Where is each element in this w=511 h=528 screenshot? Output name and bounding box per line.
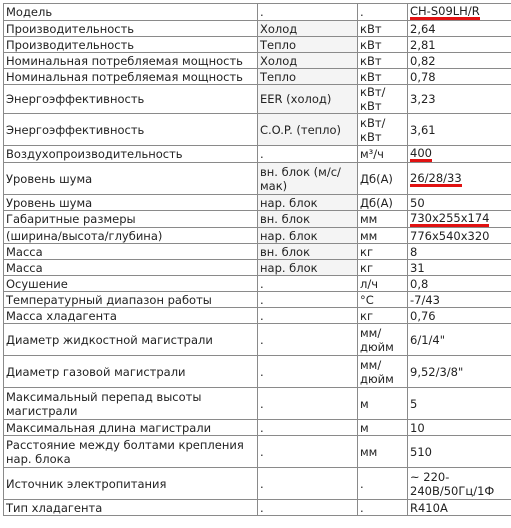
value-cell: 0,8	[408, 276, 511, 292]
unit-cell: .	[358, 4, 408, 21]
condition-cell: .	[258, 276, 358, 292]
condition-cell: Холод	[258, 21, 358, 37]
condition-cell: Тепло	[258, 37, 358, 53]
table-row	[4, 146, 511, 163]
value-cell: 0,82	[408, 53, 511, 69]
value-cell: 3,23	[408, 85, 511, 114]
unit-cell: мм	[358, 211, 408, 228]
table-row	[4, 37, 511, 53]
value-cell: 10	[408, 420, 511, 436]
condition-cell: Холод	[258, 53, 358, 69]
unit-cell: кг	[358, 260, 408, 276]
param-name-cell: Воздухопроизводительность	[4, 146, 258, 163]
value-cell	[408, 146, 511, 163]
unit-cell: мм	[358, 436, 408, 468]
param-name-cell: (ширина/высота/глубина)	[4, 228, 258, 244]
param-name-cell: Температурный диапазон работы	[4, 292, 258, 308]
unit-cell: .	[358, 500, 408, 516]
unit-cell: .	[358, 468, 408, 500]
condition-cell: нар. блок	[258, 195, 358, 211]
spec-table-body	[4, 4, 511, 516]
table-row	[4, 4, 511, 21]
condition-cell: .	[258, 420, 358, 436]
param-name-cell: Габаритные размеры	[4, 211, 258, 228]
table-row	[4, 195, 511, 211]
param-name-cell: Уровень шума	[4, 163, 258, 195]
value-cell: 0,76	[408, 308, 511, 324]
param-name-cell: Диаметр газовой магистрали	[4, 356, 258, 388]
unit-cell: °С	[358, 292, 408, 308]
highlight-underline: 400	[410, 146, 432, 160]
unit-cell: Дб(А)	[358, 163, 408, 195]
condition-cell: .	[258, 356, 358, 388]
table-row	[4, 21, 511, 37]
param-name-cell: Уровень шума	[4, 195, 258, 211]
condition-cell: .	[258, 500, 358, 516]
param-name-cell: Масса	[4, 244, 258, 260]
condition-cell: .	[258, 146, 358, 163]
table-row	[4, 244, 511, 260]
table-row	[4, 211, 511, 228]
condition-cell: .	[258, 388, 358, 420]
condition-cell: нар. блок	[258, 228, 358, 244]
condition-cell: вн. блок (м/с/мак)	[258, 163, 358, 195]
value-cell: 510	[408, 436, 511, 468]
unit-cell: кВт	[358, 37, 408, 53]
condition-cell: нар. блок	[258, 260, 358, 276]
table-row	[4, 356, 511, 388]
table-row	[4, 260, 511, 276]
param-name-cell: Номинальная потребляемая мощность	[4, 53, 258, 69]
spec-table	[3, 3, 511, 516]
unit-cell: кВт	[358, 69, 408, 85]
table-row	[4, 468, 511, 500]
table-row	[4, 436, 511, 468]
condition-cell: .	[258, 436, 358, 468]
value-cell: 5	[408, 388, 511, 420]
value-cell: 3,61	[408, 114, 511, 146]
table-row	[4, 69, 511, 85]
highlight-underline: 26/28/33	[410, 170, 462, 185]
unit-cell: м	[358, 388, 408, 420]
table-row	[4, 292, 511, 308]
table-row	[4, 500, 511, 516]
table-row	[4, 420, 511, 436]
table-row	[4, 324, 511, 356]
value-cell	[408, 4, 511, 21]
table-row	[4, 276, 511, 292]
table-row	[4, 228, 511, 244]
param-name-cell: Максимальный перепад высоты магистрали	[4, 388, 258, 420]
unit-cell: Дб(А)	[358, 195, 408, 211]
param-name-cell: Модель	[4, 4, 258, 21]
param-name-cell: Энергоэффективность	[4, 85, 258, 114]
condition-cell: .	[258, 468, 358, 500]
condition-cell: .	[258, 324, 358, 356]
value-cell: 9,52/3/8"	[408, 356, 511, 388]
table-row	[4, 388, 511, 420]
value-cell: 776x540x320	[408, 228, 511, 244]
param-name-cell: Энергоэффективность	[4, 114, 258, 146]
param-name-cell: Источник электропитания	[4, 468, 258, 500]
value-cell	[408, 163, 511, 195]
unit-cell: кВт/кВт	[358, 85, 408, 114]
param-name-cell: Производительность	[4, 37, 258, 53]
param-name-cell: Тип хладагента	[4, 500, 258, 516]
table-row	[4, 114, 511, 146]
value-cell: ~ 220-240В/50Гц/1Ф	[408, 468, 511, 500]
value-cell: R410A	[408, 500, 511, 516]
value-cell	[408, 211, 511, 228]
condition-cell: Тепло	[258, 69, 358, 85]
unit-cell: кг	[358, 244, 408, 260]
value-cell: 2,64	[408, 21, 511, 37]
unit-cell: кг	[358, 308, 408, 324]
unit-cell: м³/ч	[358, 146, 408, 163]
condition-cell: вн. блок	[258, 211, 358, 228]
unit-cell: кВт	[358, 21, 408, 37]
value-cell: 31	[408, 260, 511, 276]
unit-cell: кВт	[358, 53, 408, 69]
condition-cell: .	[258, 308, 358, 324]
param-name-cell: Максимальная длина магистрали	[4, 420, 258, 436]
table-row	[4, 163, 511, 195]
param-name-cell: Расстояние между болтами крепления нар. блока	[4, 436, 258, 468]
condition-cell: .	[258, 4, 358, 21]
highlight-underline: 730x255x174	[410, 211, 490, 225]
value-cell: 50	[408, 195, 511, 211]
condition-cell: .	[258, 292, 358, 308]
unit-cell: мм	[358, 228, 408, 244]
unit-cell: мм/ дюйм	[358, 324, 408, 356]
param-name-cell: Масса хладагента	[4, 308, 258, 324]
unit-cell: л/ч	[358, 276, 408, 292]
unit-cell: мм/ дюйм	[358, 356, 408, 388]
unit-cell: кВт/ кВт	[358, 114, 408, 146]
param-name-cell: Номинальная потребляемая мощность	[4, 69, 258, 85]
param-name-cell: Диаметр жидкостной магистрали	[4, 324, 258, 356]
condition-cell: вн. блок	[258, 244, 358, 260]
table-row	[4, 53, 511, 69]
table-row	[4, 308, 511, 324]
unit-cell: м	[358, 420, 408, 436]
value-cell: -7/43	[408, 292, 511, 308]
condition-cell: C.O.P. (тепло)	[258, 114, 358, 146]
param-name-cell: Осушение	[4, 276, 258, 292]
table-row	[4, 85, 511, 114]
value-cell: 0,78	[408, 69, 511, 85]
param-name-cell: Производительность	[4, 21, 258, 37]
highlight-underline: CH-S09LH/R	[410, 4, 480, 18]
value-cell: 8	[408, 244, 511, 260]
condition-cell: EER (холод)	[258, 85, 358, 114]
value-cell: 6/1/4"	[408, 324, 511, 356]
value-cell: 2,81	[408, 37, 511, 53]
param-name-cell: Масса	[4, 260, 258, 276]
